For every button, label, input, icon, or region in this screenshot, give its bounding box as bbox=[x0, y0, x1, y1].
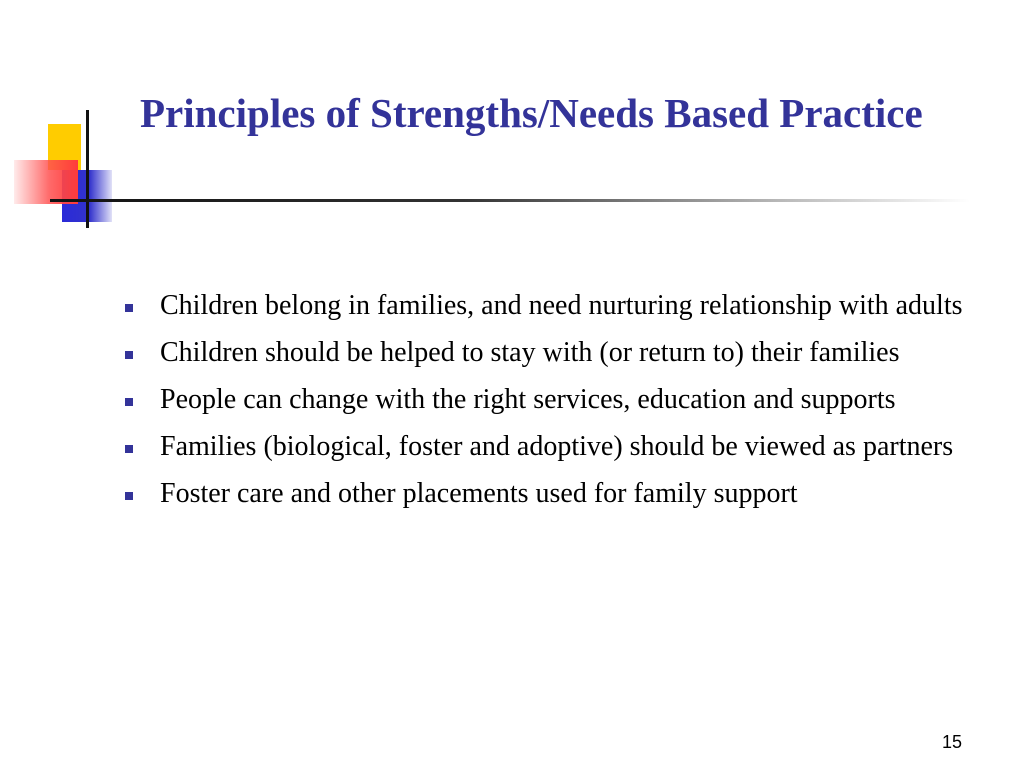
bullet-text: Families (biological, foster and adoptive) should be viewed as partners bbox=[160, 431, 954, 462]
bullet-text: Children should be helped to stay with (or return to) their families bbox=[160, 337, 900, 368]
square-bullet-icon bbox=[125, 492, 133, 500]
bullet-item bbox=[122, 335, 992, 371]
decorative-logo bbox=[0, 0, 160, 240]
square-bullet-icon bbox=[125, 351, 133, 359]
bullet-item bbox=[122, 476, 992, 512]
bullet-text: Foster care and other placements used for family support bbox=[160, 478, 798, 509]
red-gradient-square bbox=[14, 160, 78, 204]
page-number: 15 bbox=[941, 732, 962, 752]
bullet-item bbox=[122, 288, 992, 324]
title-underline bbox=[50, 199, 970, 202]
bullet-item bbox=[122, 382, 992, 418]
slide-title: Principles of Strengths/Needs Based Practice bbox=[140, 90, 923, 136]
bullet-text: Children belong in families, and need nurturing relationship with adults bbox=[160, 290, 963, 321]
bullet-text: People can change with the right services, education and supports bbox=[160, 384, 896, 415]
bullet-item bbox=[122, 429, 992, 465]
square-bullet-icon bbox=[125, 398, 133, 406]
vertical-line bbox=[86, 110, 89, 228]
square-bullet-icon bbox=[125, 445, 133, 453]
bullet-list bbox=[122, 288, 992, 523]
square-bullet-icon bbox=[125, 304, 133, 312]
